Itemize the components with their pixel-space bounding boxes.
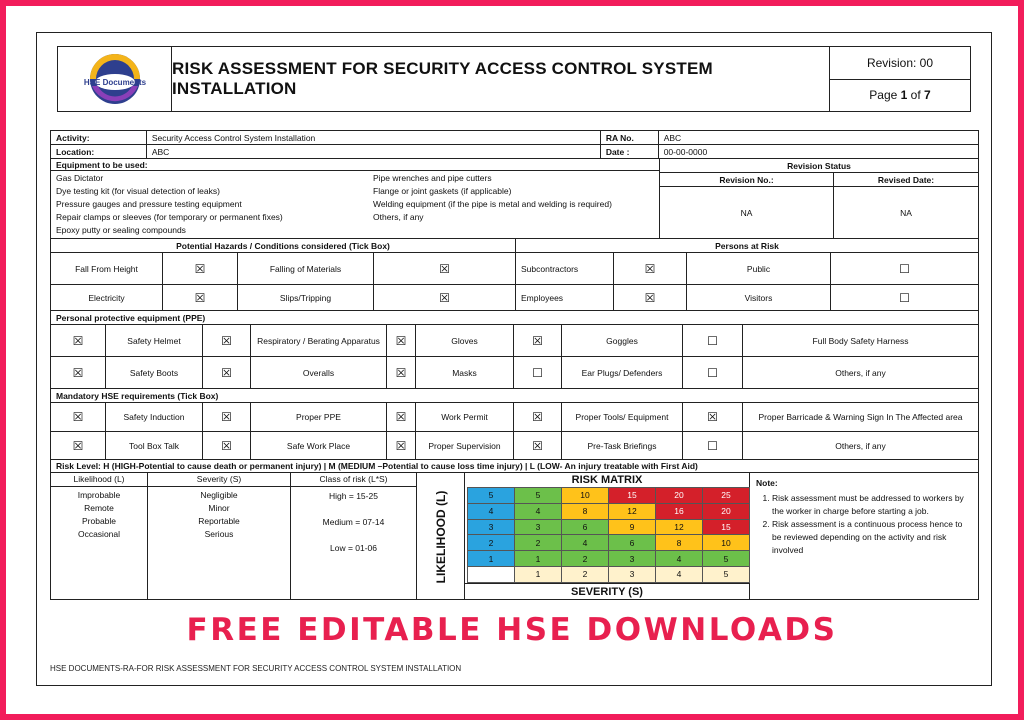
checked-box[interactable]: ☒ [374, 285, 516, 310]
matrix-cell: 3 [514, 519, 562, 536]
matrix-cell: 3 [608, 550, 656, 567]
note-heading: Note: [756, 478, 778, 488]
checked-box[interactable]: ☒ [203, 357, 251, 388]
document-page [36, 32, 992, 686]
hazard-label: Falling of Materials [238, 253, 374, 284]
location-row [51, 145, 978, 159]
matrix-title: RISK MATRIX [571, 474, 643, 486]
matrix-cell: 2 [514, 534, 562, 551]
equipment-item: Welding equipment (if the pipe is metal and welding is required) [373, 199, 612, 209]
checked-box[interactable]: ☒ [374, 253, 516, 284]
page-number: Page 1 of 7 [869, 88, 931, 103]
matrix-cell: 15 [608, 487, 656, 504]
likelihood-item: Probable [81, 516, 117, 526]
equipment-section [51, 159, 660, 238]
hazards-row-2 [51, 285, 978, 311]
equipment-item: Repair clamps or sleeves (for temporary or permanent fixes) [56, 212, 283, 222]
ppe-label: Full Body Safety Harness [812, 335, 909, 346]
requirement-label: Proper Tools/ Equipment [562, 403, 683, 431]
checked-box[interactable]: ☒ [163, 285, 238, 310]
hazard-label: Fall From Height [51, 253, 163, 284]
matrix-cell: 6 [561, 519, 609, 536]
ppe-label: Overalls [251, 357, 387, 388]
unchecked-box[interactable]: ☐ [683, 357, 743, 388]
unchecked-box[interactable]: ☐ [899, 261, 910, 276]
matrix-cell: 2 [561, 550, 609, 567]
requirement-label: Safety Induction [106, 403, 203, 431]
equipment-item: Epoxy putty or sealing compounds [56, 225, 186, 235]
severity-item: Serious [204, 529, 234, 539]
ra-value: ABC [663, 132, 682, 143]
requirement-label: Proper Barricade & Warning Sign In The Affected area [758, 412, 963, 422]
requirement-label: Proper Supervision [416, 432, 514, 459]
matrix-cell: 8 [561, 503, 609, 520]
persons-heading: Persons at Risk [715, 240, 779, 251]
requirement-label: Tool Box Talk [106, 432, 203, 459]
unchecked-box[interactable]: ☐ [683, 432, 743, 459]
risk-matrix [465, 473, 750, 600]
matrix-cell: 16 [655, 503, 703, 520]
likelihood-item: Improbable [77, 490, 121, 500]
checked-box[interactable]: ☒ [51, 325, 106, 356]
requirement-label: Safe Work Place [251, 432, 387, 459]
equipment-item: Flange or joint gaskets (if applicable) [373, 186, 512, 196]
checked-box[interactable]: ☒ [51, 403, 106, 431]
checked-box[interactable]: ☒ [514, 403, 562, 431]
person-label: Employees [516, 285, 614, 310]
equipment-heading: Equipment to be used: [51, 159, 659, 171]
equipment-list-left [51, 171, 368, 238]
checked-box[interactable]: ☒ [51, 357, 106, 388]
checked-box[interactable]: ☒ [614, 285, 687, 310]
notes-section [750, 473, 980, 600]
class-column [291, 473, 417, 600]
hazards-heading: Potential Hazards / Conditions considered (Tick Box) [51, 239, 516, 252]
company-logo [58, 47, 172, 111]
matrix-cell: 6 [608, 534, 656, 551]
unchecked-box[interactable]: ☐ [514, 357, 562, 388]
document-footer: HSE DOCUMENTS-RA-FOR RISK ASSESSMENT FOR SECURITY ACCESS CONTROL SYSTEM INSTALLATION [50, 664, 462, 673]
likelihood-heading: Likelihood (L) [51, 473, 147, 487]
matrix-cell: 4 [561, 534, 609, 551]
download-banner[interactable]: FREE EDITABLE HSE DOWNLOADS [186, 612, 838, 648]
matrix-cell: 15 [702, 519, 750, 536]
ppe-label: Respiratory / Berating Apparatus [251, 325, 387, 356]
matrix-cell [467, 566, 515, 583]
likelihood-item: Remote [84, 503, 114, 513]
hazard-label: Electricity [51, 285, 163, 310]
matrix-cell: 3 [608, 566, 656, 583]
checked-box[interactable]: ☒ [203, 432, 251, 459]
document-header [57, 46, 971, 112]
matrix-cell: 3 [467, 519, 515, 536]
matrix-cell: 1 [514, 550, 562, 567]
revision-number: Revision: 00 [830, 47, 970, 80]
severity-column [148, 473, 291, 600]
unchecked-box[interactable]: ☐ [899, 290, 910, 305]
severity-axis-label: SEVERITY (S) [465, 583, 749, 600]
requirement-label: Proper PPE [251, 403, 387, 431]
revised-date-label: Revised Date: [877, 174, 935, 185]
equipment-item: Pressure gauges and pressure testing equipment [56, 199, 242, 209]
ra-label: RA No. [601, 131, 659, 144]
class-item: Medium = 07-14 [322, 517, 385, 527]
checked-box[interactable]: ☒ [387, 325, 416, 356]
matrix-cell: 20 [702, 503, 750, 520]
severity-item: Negligible [200, 490, 238, 500]
matrix-cell: 4 [655, 550, 703, 567]
equipment-list-right [368, 171, 659, 238]
likelihood-axis-label: LIKELIHOOD (L) [433, 490, 448, 583]
matrix-cell: 12 [608, 503, 656, 520]
checked-box[interactable]: ☒ [163, 253, 238, 284]
checked-box[interactable]: ☒ [514, 432, 562, 459]
mandatory-heading: Mandatory HSE requirements (Tick Box) [56, 390, 219, 401]
revision-status-heading: Revision Status [660, 159, 978, 173]
checked-box[interactable]: ☒ [203, 403, 251, 431]
revision-no-label: Revision No.: [660, 173, 834, 186]
mandatory-row-2 [51, 432, 978, 460]
ppe-label: Others, if any [835, 367, 886, 378]
location-value: ABC [147, 145, 601, 158]
risk-level-heading: Risk Level: H (HIGH-Potential to cause death or permanent injury) | M (MEDIUM –Potential to cause loss time injury) | L (LOW- An injury treatable with First Aid) [56, 461, 698, 471]
person-label: Public [687, 253, 831, 284]
activity-value: Security Access Control System Installation [147, 131, 601, 144]
mandatory-row-1 [51, 403, 978, 432]
person-label: Subcontractors [516, 253, 614, 284]
page-title: RISK ASSESSMENT FOR SECURITY ACCESS CONTROL SYSTEM INSTALLATION [172, 59, 713, 98]
hazard-label: Slips/Tripping [238, 285, 374, 310]
matrix-cell: 9 [608, 519, 656, 536]
matrix-cell: 8 [655, 534, 703, 551]
assessment-table [50, 130, 979, 600]
equipment-item: Pipe wrenches and pipe cutters [373, 173, 492, 183]
requirement-label: Others, if any [835, 440, 886, 451]
checked-box[interactable]: ☒ [514, 325, 562, 356]
checked-box[interactable]: ☒ [51, 432, 106, 459]
ppe-label: Gloves [416, 325, 514, 356]
hazards-row-1 [51, 253, 978, 285]
class-item: Low = 01-06 [329, 543, 378, 553]
matrix-grid [467, 487, 749, 582]
requirement-label: Work Permit [416, 403, 514, 431]
revised-date-value: NA [900, 207, 912, 218]
matrix-cell: 5 [467, 487, 515, 504]
checked-box[interactable]: ☒ [203, 325, 251, 356]
ppe-heading-row [51, 311, 978, 325]
ppe-row-2 [51, 357, 978, 389]
mandatory-heading-row [51, 389, 978, 403]
hazards-heading-row [51, 239, 978, 253]
checked-box[interactable]: ☒ [614, 253, 687, 284]
matrix-cell: 4 [467, 503, 515, 520]
matrix-cell: 4 [655, 566, 703, 583]
matrix-cell: 4 [514, 503, 562, 520]
activity-label: Activity: [51, 131, 147, 144]
class-heading: Class of risk (L*S) [291, 473, 416, 487]
matrix-cell: 12 [655, 519, 703, 536]
ppe-label: Masks [416, 357, 514, 388]
unchecked-box[interactable]: ☐ [683, 325, 743, 356]
matrix-cell: 1 [514, 566, 562, 583]
revision-status [660, 159, 978, 238]
ppe-label: Ear Plugs/ Defenders [562, 357, 683, 388]
likelihood-item: Occasional [77, 529, 121, 539]
checked-box[interactable]: ☒ [387, 403, 416, 431]
matrix-cell: 20 [655, 487, 703, 504]
matrix-cell: 5 [702, 566, 750, 583]
activity-row [51, 131, 978, 145]
matrix-cell: 25 [702, 487, 750, 504]
requirement-label: Pre-Task Briefings [562, 432, 683, 459]
note-item: 1. Risk assessment must be addressed to workers by the worker in charge before starting a job. [772, 492, 974, 518]
likelihood-column [51, 473, 148, 600]
ppe-heading: Personal protective equipment (PPE) [56, 312, 206, 323]
note-item: 2. Risk assessment is a continuous process hence to be reviewed depending on the activity and risk involved [772, 518, 974, 557]
severity-item: Reportable [198, 516, 240, 526]
severity-heading: Severity (S) [148, 473, 290, 487]
revision-box [829, 47, 970, 111]
checked-box[interactable]: ☒ [387, 357, 416, 388]
equipment-item: Dye testing kit (for visual detection of leaks) [56, 186, 220, 196]
checked-box[interactable]: ☒ [683, 403, 743, 431]
date-label: Date : [601, 145, 659, 158]
class-item: High = 15-25 [329, 491, 378, 501]
ppe-label: Goggles [562, 325, 683, 356]
revision-no-value: NA [660, 187, 834, 238]
matrix-cell: 10 [561, 487, 609, 504]
severity-item: Minor [208, 503, 230, 513]
matrix-cell: 2 [561, 566, 609, 583]
risk-section [51, 473, 980, 600]
equipment-item: Others, if any [373, 212, 424, 222]
equipment-block [51, 159, 978, 239]
person-label: Visitors [687, 285, 831, 310]
svg-text:HSE Documents: HSE Documents [83, 78, 146, 87]
ppe-row-1 [51, 325, 978, 357]
ppe-label: Safety Helmet [106, 325, 203, 356]
ppe-label: Safety Boots [106, 357, 203, 388]
checked-box[interactable]: ☒ [387, 432, 416, 459]
equipment-item: Gas Dictator [56, 173, 104, 183]
matrix-cell: 10 [702, 534, 750, 551]
matrix-cell: 5 [702, 550, 750, 567]
date-value: 00-00-0000 [663, 146, 708, 157]
matrix-cell: 1 [467, 550, 515, 567]
risk-level-heading-row [51, 460, 978, 473]
likelihood-axis [417, 473, 465, 600]
matrix-cell: 2 [467, 534, 515, 551]
location-label: Location: [51, 145, 147, 158]
matrix-cell: 5 [514, 487, 562, 504]
